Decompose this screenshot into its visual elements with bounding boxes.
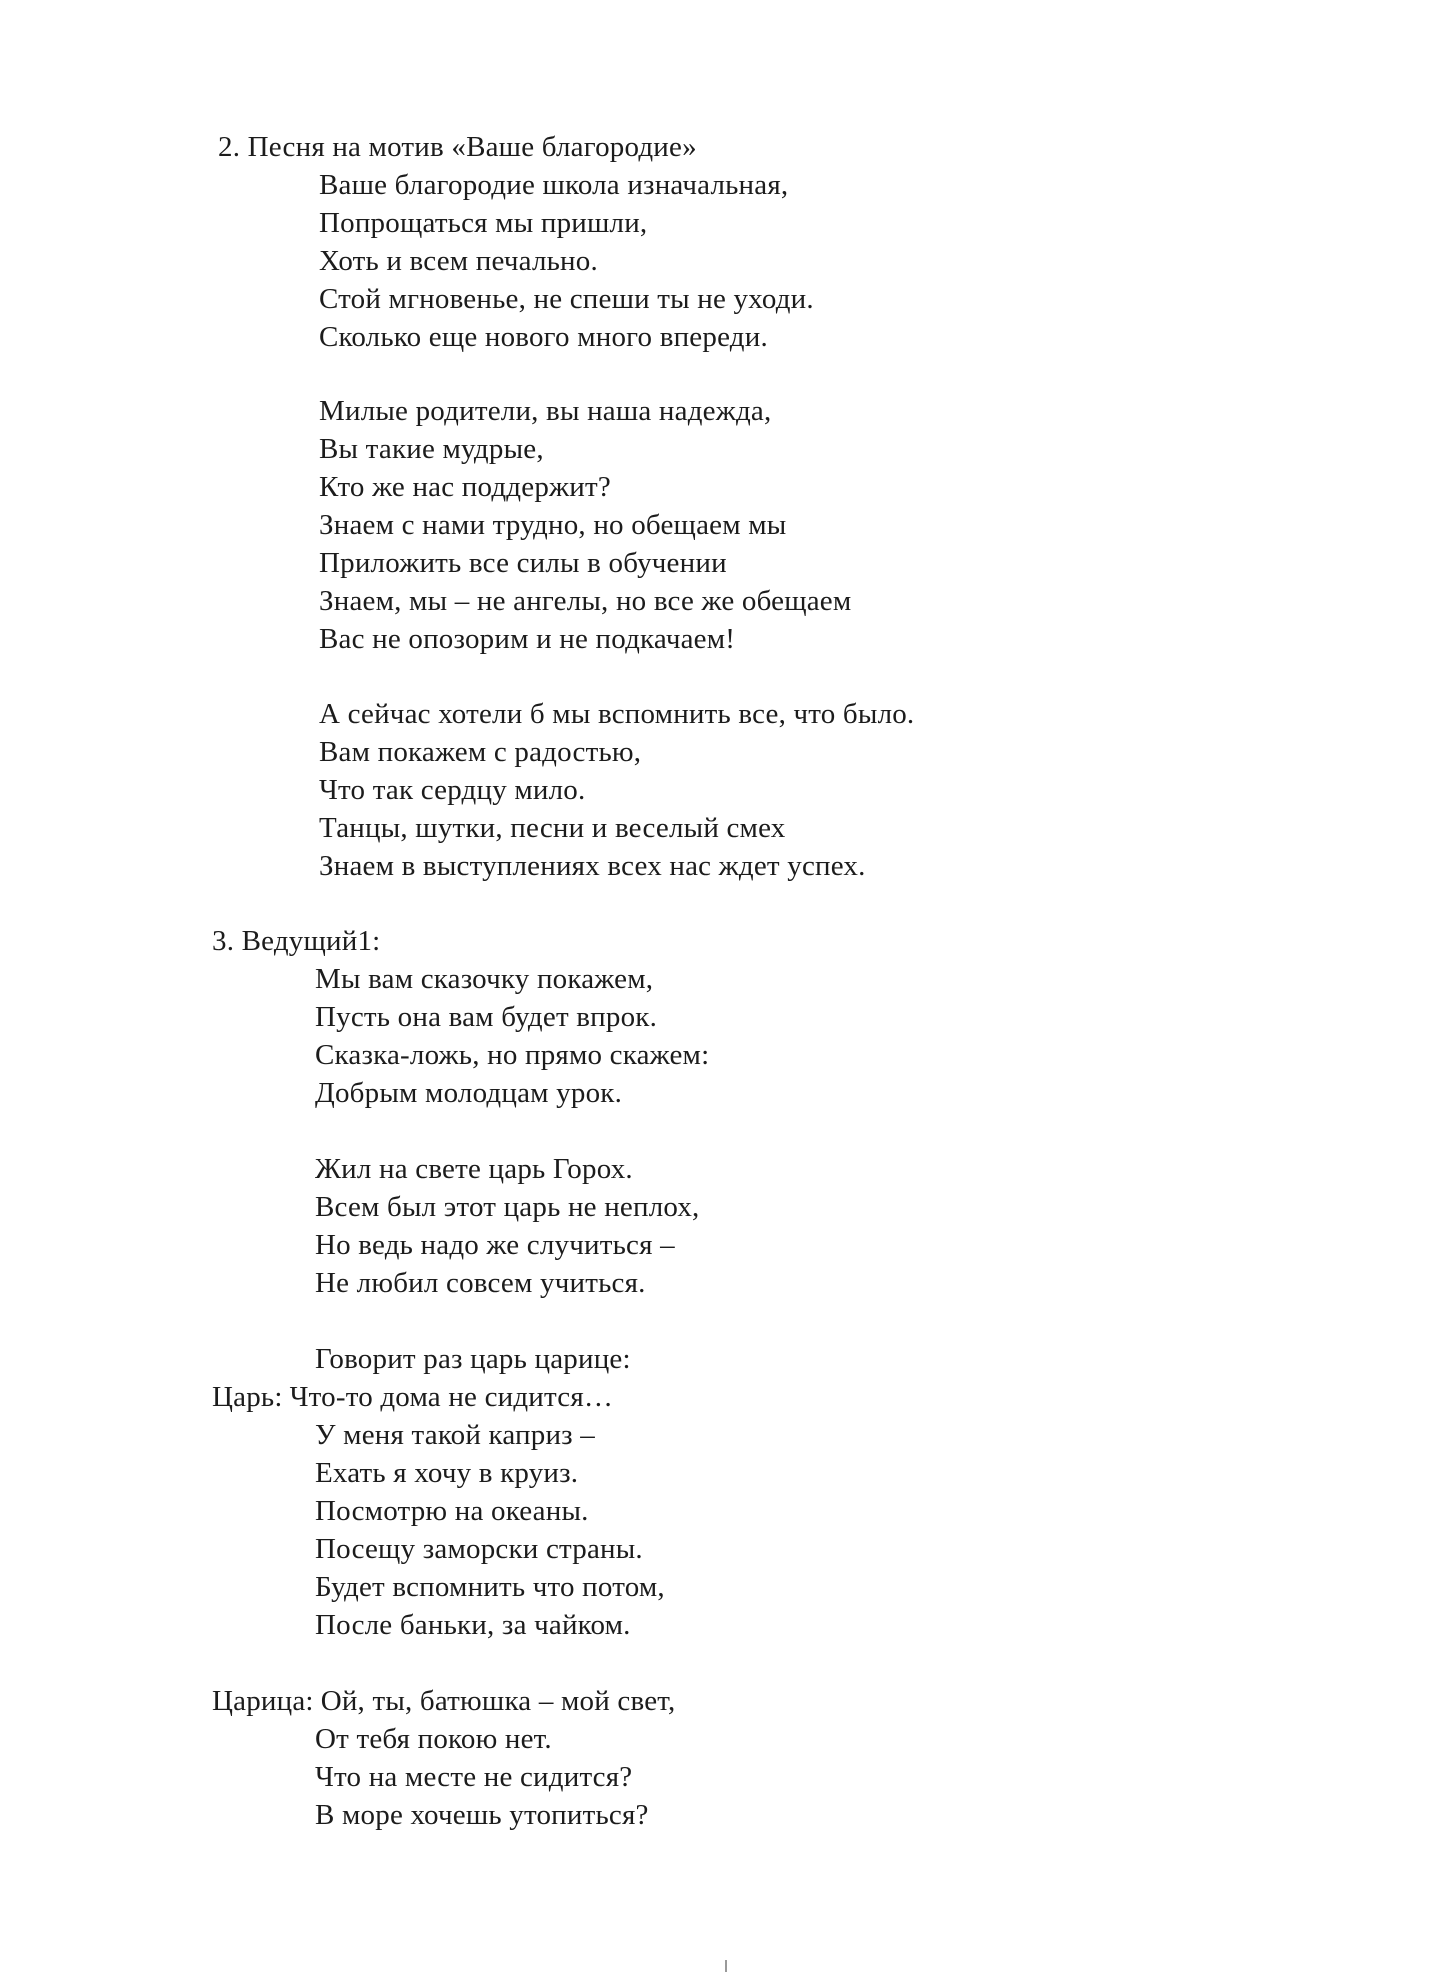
verse-line: Ехать я хочу в круиз.	[315, 1457, 579, 1489]
song-line: Попрощаться мы пришли,	[319, 207, 648, 239]
song-line: Знаем с нами трудно, но обещаем мы	[319, 509, 787, 541]
song-line: Милые родители, вы наша надежда,	[319, 395, 772, 427]
song-line: Знаем в выступлениях всех нас ждет успех.	[319, 850, 866, 882]
song-line: Вам покажем с радостью,	[319, 736, 642, 768]
section-2-heading: 2. Песня на мотив «Ваше благородие»	[218, 131, 697, 163]
song-line: Ваше благородие школа изначальная,	[319, 169, 789, 201]
section-3-heading: 3. Ведущий1:	[212, 925, 381, 957]
speaker-label: Царь:	[212, 1381, 283, 1413]
verse-line: В море хочешь утопиться?	[315, 1799, 649, 1831]
song-line: Приложить все силы в обучении	[319, 547, 727, 579]
verse-line: Что-то дома не сидится…	[289, 1381, 614, 1413]
verse-line: От тебя покою нет.	[315, 1723, 552, 1755]
scan-speck	[725, 1960, 727, 1972]
song-line: Вы такие мудрые,	[319, 433, 544, 465]
verse-line: Пусть она вам будет впрок.	[315, 1001, 658, 1033]
tsaritsa-speech-first-line	[212, 1684, 675, 1718]
verse-line: Что на месте не сидится?	[315, 1761, 633, 1793]
verse-line: Посмотрю на океаны.	[315, 1495, 589, 1527]
verse-line: Но ведь надо же случиться –	[315, 1229, 675, 1261]
tsar-speech-first-line	[212, 1380, 613, 1414]
verse-line: Мы вам сказочку покажем,	[315, 963, 654, 995]
song-line: Танцы, шутки, песни и веселый смех	[319, 812, 786, 844]
song-line: Стой мгновенье, не спеши ты не уходи.	[319, 283, 814, 315]
song-line: Что так сердцу мило.	[319, 774, 586, 806]
verse-line: Сказка-ложь, но прямо скажем:	[315, 1039, 710, 1071]
verse-line: Ой, ты, батюшка – мой свет,	[320, 1685, 676, 1717]
speaker-label: Царица:	[212, 1685, 314, 1717]
verse-line: Жил на свете царь Горох.	[315, 1153, 633, 1185]
song-line: А сейчас хотели б мы вспомнить все, что было.	[319, 698, 915, 730]
verse-line: Будет вспомнить что потом,	[315, 1571, 665, 1603]
song-line: Сколько еще нового много впереди.	[319, 321, 768, 353]
verse-line: Говорит раз царь царице:	[315, 1343, 631, 1375]
verse-line: После баньки, за чайком.	[315, 1609, 631, 1641]
verse-line: Всем был этот царь не неплох,	[315, 1191, 700, 1223]
song-line: Вас не опозорим и не подкачаем!	[319, 623, 736, 655]
song-line: Кто же нас поддержит?	[319, 471, 611, 503]
song-line: Хоть и всем печально.	[319, 245, 598, 277]
verse-line: Добрым молодцам урок.	[315, 1077, 623, 1109]
verse-line: Посещу заморски страны.	[315, 1533, 643, 1565]
verse-line: Не любил совсем учиться.	[315, 1267, 646, 1299]
song-line: Знаем, мы – не ангелы, но все же обещаем	[319, 585, 852, 617]
verse-line: У меня такой каприз –	[315, 1419, 595, 1451]
